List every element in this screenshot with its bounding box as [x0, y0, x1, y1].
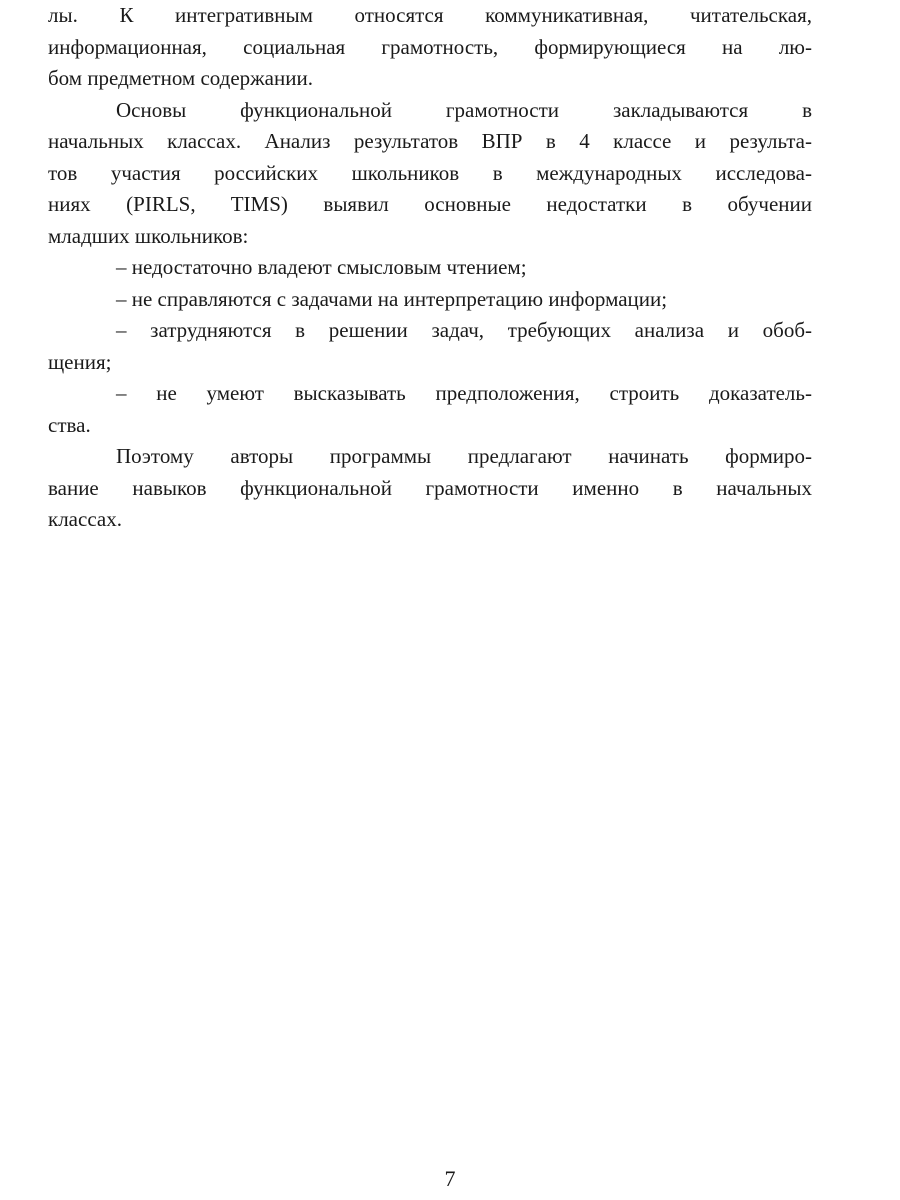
text-line: информационная, социальная грамотность, формирующиеся на лю-	[48, 34, 812, 59]
text-line: – не умеют высказывать предположения, строить доказатель-	[116, 381, 812, 405]
paragraph-continuation	[48, 0, 812, 95]
paragraph	[48, 95, 812, 253]
text-line: – затрудняются в решении задач, требующих анализа и обоб-	[116, 318, 812, 342]
text-line: начальных классах. Анализ результатов ВПР в 4 классе и результа-	[48, 129, 812, 153]
text-line: классах.	[48, 507, 122, 531]
text-line: – не справляются с задачами на интерпретацию информации;	[116, 286, 668, 311]
list-item	[48, 315, 812, 378]
list-item	[48, 378, 812, 441]
text-line: – недостаточно владеют смысловым чтением;	[116, 255, 527, 279]
text-line: бом предметном содержании.	[48, 66, 313, 90]
page-body	[48, 0, 812, 536]
text-line: младших школьников:	[48, 223, 249, 248]
paragraph	[48, 441, 812, 536]
text-line: ства.	[48, 412, 91, 437]
list-item	[48, 284, 812, 316]
text-line: ниях (PIRLS, TIMS) выявил основные недостатки в обучении	[48, 192, 812, 216]
text-line: Поэтому авторы программы предлагают начинать формиро-	[116, 444, 812, 468]
list-item	[48, 252, 812, 284]
text-line: щения;	[48, 349, 112, 374]
page-number: 7	[444, 1166, 456, 1191]
text-line: Основы функциональной грамотности закладываются в	[116, 97, 812, 122]
text-line: вание навыков функциональной грамотности именно в начальных	[48, 475, 812, 500]
text-line: лы. К интегративным относятся коммуникативная, читательская,	[48, 3, 812, 27]
text-line: тов участия российских школьников в международных исследова-	[48, 160, 812, 185]
